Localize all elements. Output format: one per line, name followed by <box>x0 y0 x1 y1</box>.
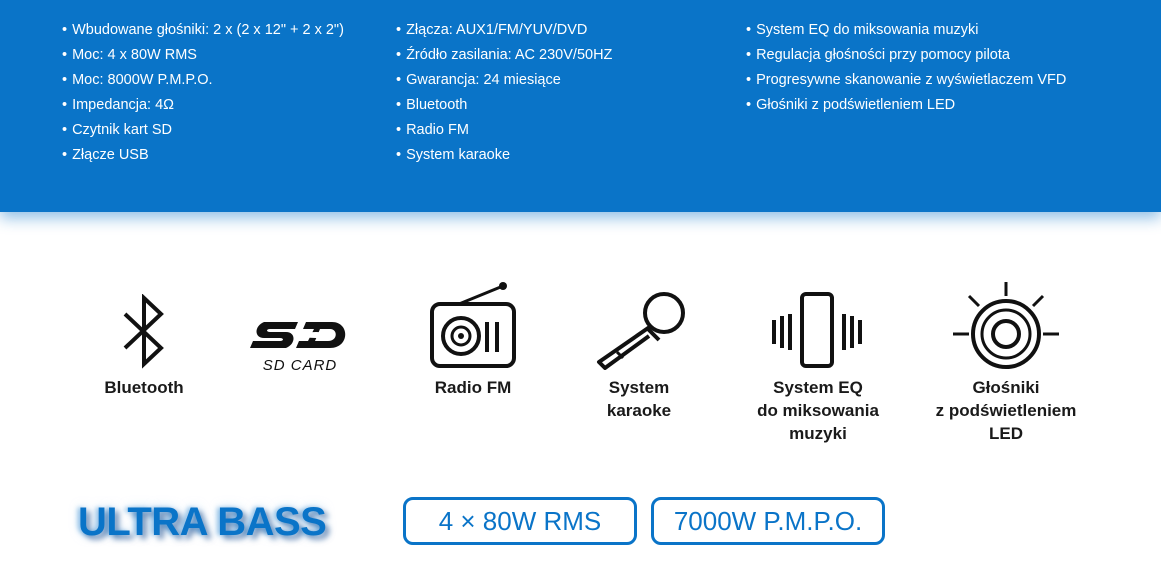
spec-item: • System karaoke <box>396 143 612 168</box>
spec-item: • Moc: 4 x 80W RMS <box>62 43 344 68</box>
feature-label: System EQ do miksowania muzyki <box>757 378 879 443</box>
spec-item: • Głośniki z podświetleniem LED <box>746 93 1066 118</box>
spec-item: • Moc: 8000W P.M.P.O. <box>62 68 344 93</box>
feature-radio-fm <box>418 280 528 399</box>
spec-band <box>0 0 1161 212</box>
feature-label: System karaoke <box>606 378 672 420</box>
equalizer-icon <box>768 290 868 370</box>
feature-sd-card <box>244 318 356 374</box>
feature-eq <box>748 290 888 445</box>
spec-item: • Źródło zasilania: AC 230V/50HZ <box>396 43 612 68</box>
spec-item: • Progresywne skanowanie z wyświetlaczem VFD <box>746 68 1066 93</box>
spec-item: • Złącze USB <box>62 143 344 168</box>
led-speaker-icon <box>951 280 1061 370</box>
spec-item: • Regulacja głośności przy pomocy pilota <box>746 43 1066 68</box>
feature-karaoke <box>588 290 690 422</box>
microphone-icon <box>591 290 687 370</box>
spec-item: • Czytnik kart SD <box>62 118 344 143</box>
spec-item: • Impedancja: 4Ω <box>62 93 344 118</box>
spec-item: • Radio FM <box>396 118 612 143</box>
spec-item: • Gwarancja: 24 miesiące <box>396 68 612 93</box>
pmpo-badge: 7000W P.M.P.O. <box>651 497 885 545</box>
sd-card-text: SD CARD <box>262 357 338 374</box>
spec-item: • Bluetooth <box>396 93 612 118</box>
spec-column-3 <box>746 18 1066 118</box>
spec-column-2 <box>396 18 612 168</box>
bluetooth-icon <box>119 294 169 370</box>
spec-column-1 <box>62 18 344 168</box>
spec-item: • Złącza: AUX1/FM/YUV/DVD <box>396 18 612 43</box>
feature-label: Radio FM <box>434 378 512 397</box>
spec-item: • Wbudowane głośniki: 2 x (2 x 12" + 2 x 2") <box>62 18 344 43</box>
spec-item: • System EQ do miksowania muzyki <box>746 18 1066 43</box>
radio-icon <box>427 280 519 370</box>
rms-badge: 4 × 80W RMS <box>403 497 637 545</box>
ultra-bass-title: ULTRA BASS <box>78 500 327 544</box>
feature-bluetooth <box>94 294 194 399</box>
feature-label: Głośniki z podświetleniem LED <box>935 378 1077 443</box>
feature-label: Bluetooth <box>104 378 184 397</box>
feature-led-speakers <box>926 280 1086 445</box>
sd-card-logo <box>246 318 354 356</box>
